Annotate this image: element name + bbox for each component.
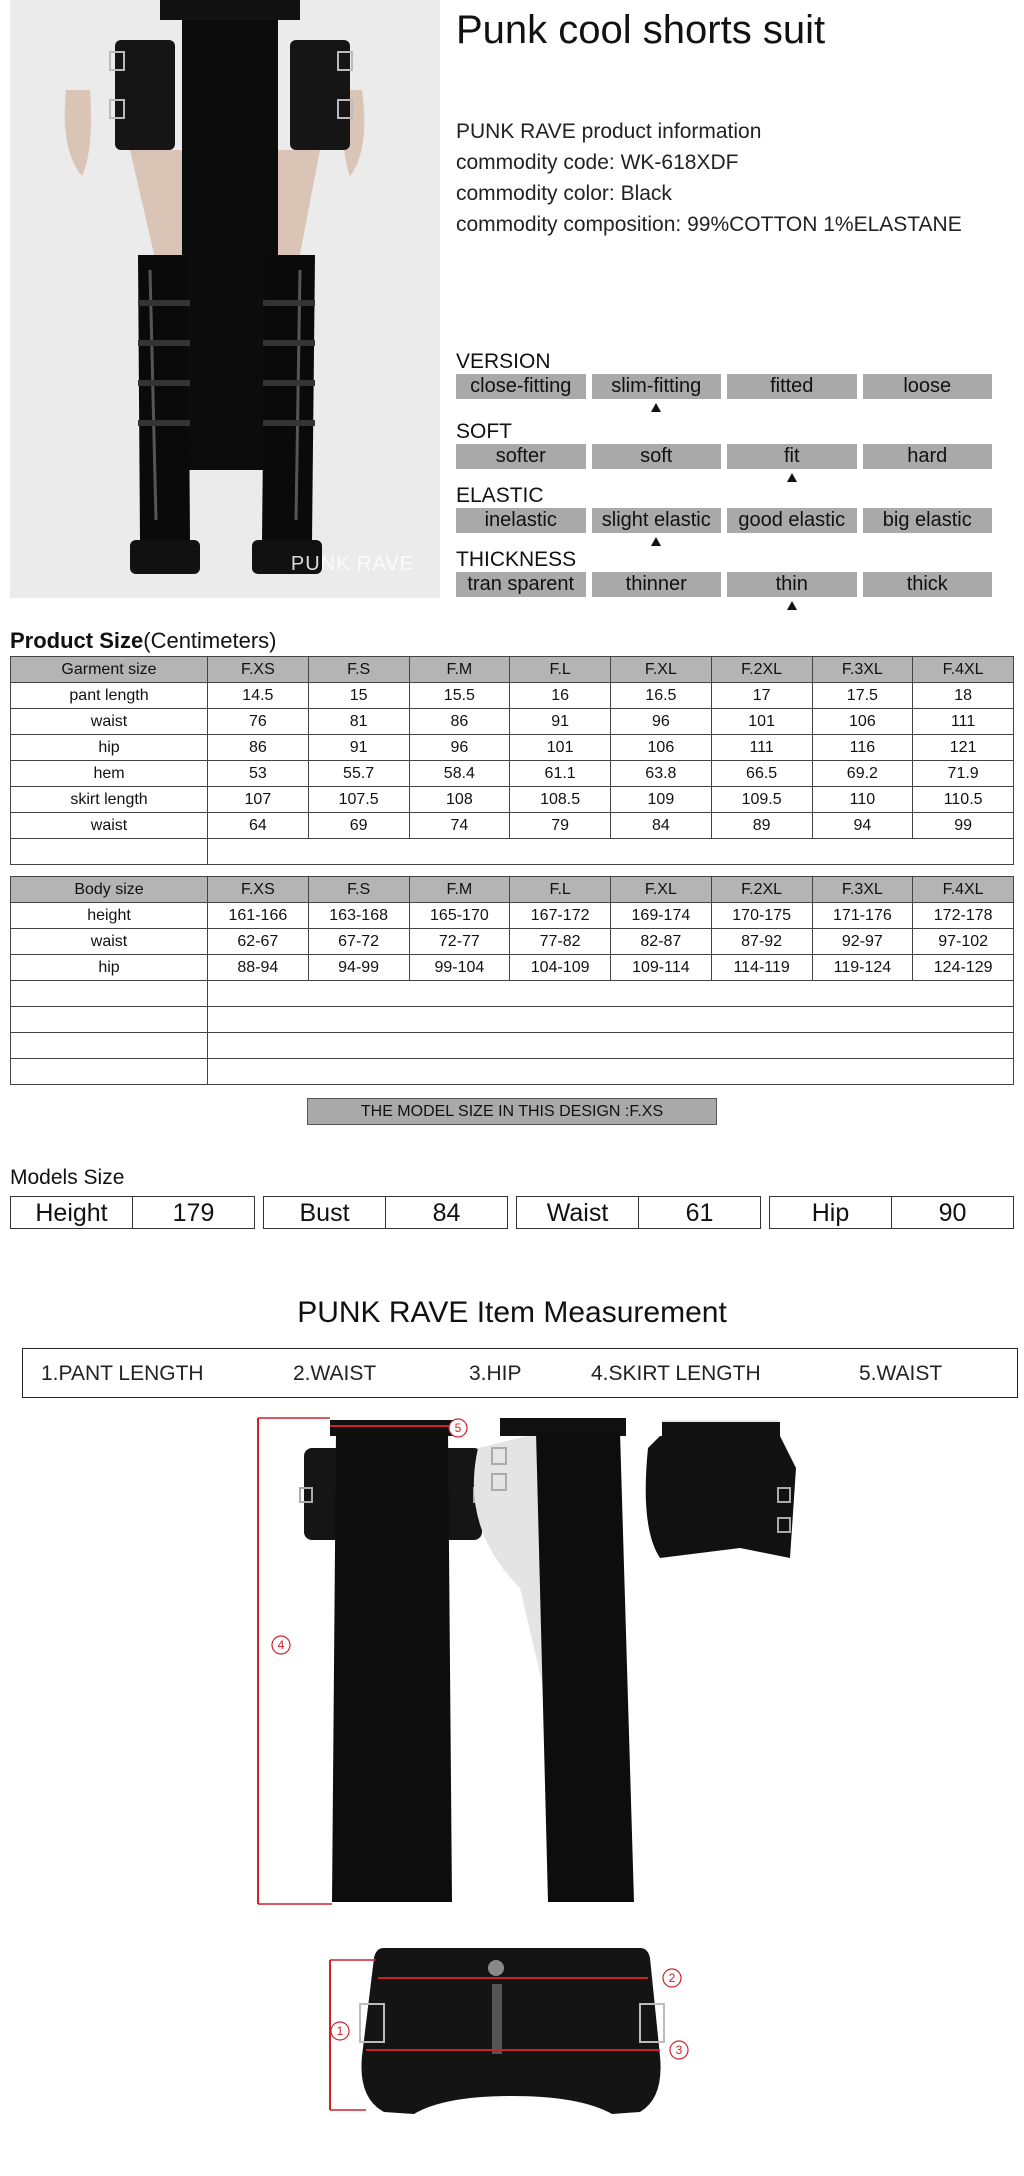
table-header-cell: F.2XL — [711, 877, 812, 903]
table-header-row — [11, 657, 1014, 683]
attribute-option: fit — [727, 444, 857, 469]
table-cell: 165-170 — [409, 903, 510, 929]
table-row-label: pant length — [11, 683, 208, 709]
marker-5-label: 5 — [454, 1421, 462, 1435]
model-measure-value: 179 — [132, 1197, 254, 1228]
table-row — [11, 787, 1014, 813]
table-cell: 82-87 — [611, 929, 712, 955]
commodity-composition — [456, 209, 962, 240]
table-cell: 111 — [913, 709, 1014, 735]
table-cell: 106 — [812, 709, 913, 735]
table-row-label: waist — [11, 709, 208, 735]
commodity-code — [456, 147, 962, 178]
table-cell: 71.9 — [913, 761, 1014, 787]
table-cell: 77-82 — [510, 929, 611, 955]
table-cell: 62-67 — [208, 929, 309, 955]
legend-hip: 3.HIP — [469, 1362, 522, 1385]
commodity-color-value: Black — [620, 182, 672, 205]
product-title: Punk cool shorts suit — [456, 8, 826, 52]
table-row-label: hem — [11, 761, 208, 787]
table-row — [11, 929, 1014, 955]
table-cell: 109 — [611, 787, 712, 813]
model-measure-value: 61 — [638, 1197, 760, 1228]
table-cell: 108 — [409, 787, 510, 813]
table-empty-cell — [208, 839, 1014, 865]
model-measure-label: Height — [35, 1199, 108, 1227]
attribute-option: tran sparent — [456, 572, 586, 597]
table-empty-cell — [208, 1033, 1014, 1059]
garment-side-view — [474, 1418, 634, 1902]
table-cell: 169-174 — [611, 903, 712, 929]
model-measure-label: Hip — [811, 1199, 850, 1227]
selected-level-marker-icon — [651, 537, 661, 546]
table-cell: 119-124 — [812, 955, 913, 981]
table-header-cell: Body size — [11, 877, 208, 903]
product-size-title: Product Size — [10, 628, 144, 653]
table-header-cell: F.XS — [208, 657, 309, 683]
table-cell: 63.8 — [611, 761, 712, 787]
table-row-label: waist — [11, 813, 208, 839]
table-cell: 121 — [913, 735, 1014, 761]
model-size-note: THE MODEL SIZE IN THIS DESIGN :F.XS — [307, 1098, 717, 1125]
model-figure-illustration — [10, 0, 440, 598]
table-cell: 88-94 — [208, 955, 309, 981]
product-size-heading — [10, 628, 277, 654]
table-row-label — [11, 1059, 208, 1085]
model-measure-waist — [516, 1196, 761, 1229]
table-cell: 91 — [510, 709, 611, 735]
table-cell: 99-104 — [409, 955, 510, 981]
table-cell: 84 — [611, 813, 712, 839]
attribute-scale-elastic — [456, 484, 992, 533]
table-cell: 114-119 — [711, 955, 812, 981]
table-cell: 101 — [510, 735, 611, 761]
table-cell: 107 — [208, 787, 309, 813]
commodity-color — [456, 178, 962, 209]
table-cell: 109.5 — [711, 787, 812, 813]
attribute-option: loose — [863, 374, 993, 399]
table-row-label: skirt length — [11, 787, 208, 813]
attribute-title: ELASTIC — [456, 484, 544, 507]
table-row-label: hip — [11, 735, 208, 761]
legend-waist: 2.WAIST — [293, 1362, 377, 1385]
attribute-option: hard — [863, 444, 993, 469]
model-measure-hip — [769, 1196, 1014, 1229]
table-cell: 66.5 — [711, 761, 812, 787]
marker-3-label: 3 — [675, 2043, 683, 2057]
table-cell: 96 — [409, 735, 510, 761]
selected-level-marker-icon — [787, 473, 797, 482]
legend-waist-2: 5.WAIST — [859, 1362, 943, 1385]
models-size-heading: Models Size — [10, 1166, 125, 1189]
table-header-cell: F.XL — [611, 877, 712, 903]
table-cell: 101 — [711, 709, 812, 735]
legend-pant-length: 1.PANT LENGTH — [41, 1362, 204, 1385]
info-heading: PUNK RAVE product information — [456, 120, 762, 143]
table-row — [11, 839, 1014, 865]
table-cell: 171-176 — [812, 903, 913, 929]
selected-level-marker-icon — [787, 601, 797, 610]
model-measure-value: 84 — [385, 1197, 507, 1228]
attribute-title: SOFT — [456, 420, 512, 443]
attribute-option: inelastic — [456, 508, 586, 533]
table-cell: 58.4 — [409, 761, 510, 787]
attribute-title: VERSION — [456, 350, 551, 373]
table-header-cell: Garment size — [11, 657, 208, 683]
attribute-option: thick — [863, 572, 993, 597]
table-row-label — [11, 1033, 208, 1059]
table-cell: 111 — [711, 735, 812, 761]
model-measure-label: Waist — [546, 1199, 609, 1227]
table-cell: 79 — [510, 813, 611, 839]
measurement-legend — [22, 1348, 1018, 1398]
table-cell: 76 — [208, 709, 309, 735]
table-header-cell: F.4XL — [913, 877, 1014, 903]
table-header-cell: F.4XL — [913, 657, 1014, 683]
table-cell: 72-77 — [409, 929, 510, 955]
table-cell: 86 — [208, 735, 309, 761]
attribute-scale-thickness — [456, 548, 992, 597]
garment-views — [0, 1408, 1024, 2168]
table-cell: 96 — [611, 709, 712, 735]
marker-2-label: 2 — [668, 1971, 676, 1985]
commodity-composition-value: 99%COTTON 1%ELASTANE — [687, 213, 962, 236]
table-empty-cell — [208, 981, 1014, 1007]
commodity-code-value: WK-618XDF — [620, 151, 739, 174]
table-cell: 116 — [812, 735, 913, 761]
table-header-cell: F.S — [308, 657, 409, 683]
attribute-option: big elastic — [863, 508, 993, 533]
table-header-cell: F.3XL — [812, 877, 913, 903]
table-header-row — [11, 877, 1014, 903]
table-cell: 92-97 — [812, 929, 913, 955]
table-cell: 69.2 — [812, 761, 913, 787]
table-row — [11, 1033, 1014, 1059]
table-header-cell: F.L — [510, 877, 611, 903]
table-cell: 61.1 — [510, 761, 611, 787]
table-cell: 110.5 — [913, 787, 1014, 813]
table-header-cell: F.M — [409, 877, 510, 903]
legend-skirt-length: 4.SKIRT LENGTH — [591, 1362, 761, 1385]
attribute-option: slim-fitting — [592, 374, 722, 399]
table-cell: 74 — [409, 813, 510, 839]
table-row-label: height — [11, 903, 208, 929]
attribute-title: THICKNESS — [456, 548, 577, 571]
attribute-option: close-fitting — [456, 374, 586, 399]
commodity-code-label: commodity code: — [456, 151, 615, 174]
table-cell: 106 — [611, 735, 712, 761]
model-measure-height — [10, 1196, 255, 1229]
table-cell: 81 — [308, 709, 409, 735]
brand-watermark: PUNK RAVE — [290, 553, 414, 575]
attribute-scale-version — [456, 350, 992, 399]
attribute-options — [456, 508, 992, 533]
table-cell: 97-102 — [913, 929, 1014, 955]
table-cell: 110 — [812, 787, 913, 813]
model-measure-bust — [263, 1196, 508, 1229]
table-row-label: waist — [11, 929, 208, 955]
table-cell: 67-72 — [308, 929, 409, 955]
table-cell: 16 — [510, 683, 611, 709]
table-cell: 170-175 — [711, 903, 812, 929]
table-row — [11, 813, 1014, 839]
product-size-unit: (Centimeters) — [143, 628, 277, 653]
shorts-detail-view — [360, 1948, 664, 2114]
selected-level-marker-icon — [651, 403, 661, 412]
table-row-label — [11, 981, 208, 1007]
table-cell: 87-92 — [711, 929, 812, 955]
table-cell: 99 — [913, 813, 1014, 839]
table-row — [11, 955, 1014, 981]
commodity-color-label: commodity color: — [456, 182, 615, 205]
table-header-cell: F.2XL — [711, 657, 812, 683]
table-cell: 172-178 — [913, 903, 1014, 929]
table-cell: 17 — [711, 683, 812, 709]
table-row — [11, 683, 1014, 709]
garment-size-table — [10, 656, 1014, 865]
table-row — [11, 1059, 1014, 1085]
table-header-cell: F.XL — [611, 657, 712, 683]
attribute-option: slight elastic — [592, 508, 722, 533]
table-cell: 17.5 — [812, 683, 913, 709]
measurement-title: PUNK RAVE Item Measurement — [297, 1296, 727, 1329]
table-header-cell: F.XS — [208, 877, 309, 903]
attribute-option: thin — [727, 572, 857, 597]
table-empty-cell — [208, 1007, 1014, 1033]
table-header-cell: F.L — [510, 657, 611, 683]
product-model-photo — [10, 0, 440, 598]
table-cell: 94 — [812, 813, 913, 839]
table-cell: 161-166 — [208, 903, 309, 929]
table-cell: 124-129 — [913, 955, 1014, 981]
attribute-option: soft — [592, 444, 722, 469]
table-cell: 15 — [308, 683, 409, 709]
table-row — [11, 1007, 1014, 1033]
garment-front-view — [300, 1420, 486, 1902]
garment-measurement-diagrams — [0, 1408, 1024, 2168]
table-cell: 89 — [711, 813, 812, 839]
attribute-option: fitted — [727, 374, 857, 399]
attribute-option: good elastic — [727, 508, 857, 533]
attribute-option: thinner — [592, 572, 722, 597]
model-measure-label: Bust — [299, 1199, 350, 1227]
table-cell: 55.7 — [308, 761, 409, 787]
table-cell: 167-172 — [510, 903, 611, 929]
table-row-label — [11, 839, 208, 865]
garment-back-view — [646, 1420, 796, 1558]
attribute-option: softer — [456, 444, 586, 469]
table-cell: 86 — [409, 709, 510, 735]
table-cell: 18 — [913, 683, 1014, 709]
table-cell: 16.5 — [611, 683, 712, 709]
table-cell: 163-168 — [308, 903, 409, 929]
table-cell: 108.5 — [510, 787, 611, 813]
table-cell: 14.5 — [208, 683, 309, 709]
table-cell: 53 — [208, 761, 309, 787]
table-header-cell: F.M — [409, 657, 510, 683]
table-cell: 107.5 — [308, 787, 409, 813]
table-cell: 91 — [308, 735, 409, 761]
table-row — [11, 735, 1014, 761]
table-cell: 15.5 — [409, 683, 510, 709]
table-cell: 104-109 — [510, 955, 611, 981]
table-header-cell: F.3XL — [812, 657, 913, 683]
table-row — [11, 709, 1014, 735]
models-size-row — [10, 1196, 1014, 1229]
table-cell: 94-99 — [308, 955, 409, 981]
table-row — [11, 903, 1014, 929]
table-cell: 109-114 — [611, 955, 712, 981]
table-row-label — [11, 1007, 208, 1033]
attribute-options — [456, 444, 992, 469]
table-row — [11, 761, 1014, 787]
marker-1-label: 1 — [336, 2024, 344, 2038]
table-cell: 69 — [308, 813, 409, 839]
product-info — [456, 116, 962, 240]
table-row-label: hip — [11, 955, 208, 981]
body-size-table — [10, 876, 1014, 1085]
attribute-options — [456, 572, 992, 597]
attribute-scale-soft — [456, 420, 992, 469]
table-cell: 64 — [208, 813, 309, 839]
table-empty-cell — [208, 1059, 1014, 1085]
table-row — [11, 981, 1014, 1007]
commodity-composition-label: commodity composition: — [456, 213, 682, 236]
model-measure-value: 90 — [891, 1197, 1013, 1228]
marker-4-label: 4 — [277, 1638, 285, 1652]
table-header-cell: F.S — [308, 877, 409, 903]
attribute-options — [456, 374, 992, 399]
